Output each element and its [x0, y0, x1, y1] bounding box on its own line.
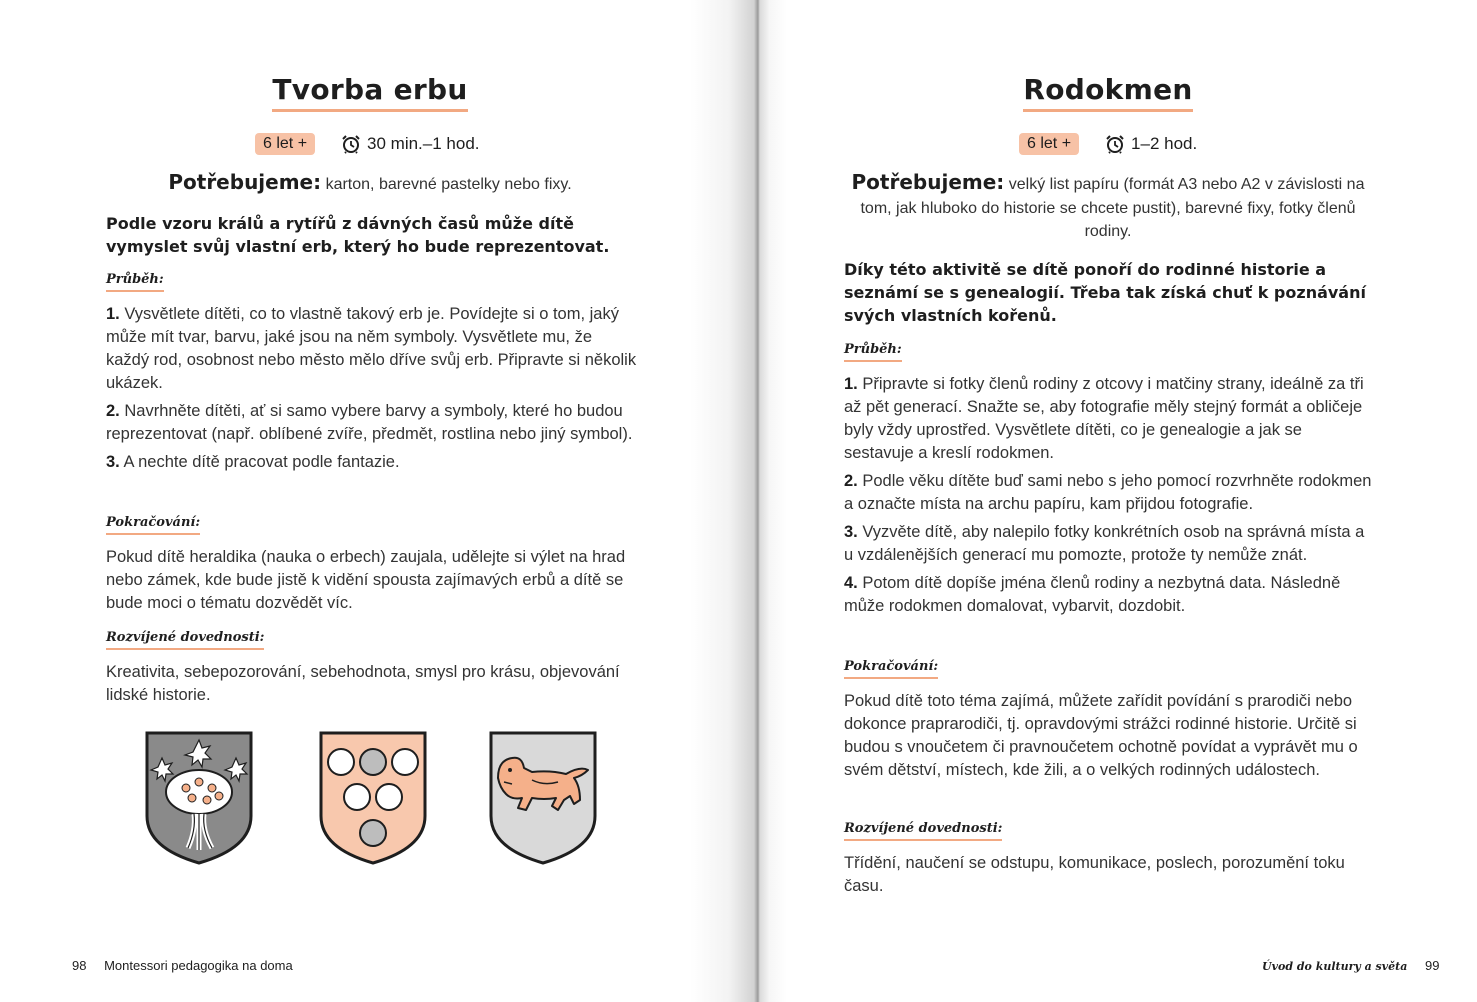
- page-footer-left: [72, 958, 293, 973]
- step-item: [844, 470, 1376, 516]
- lion-shield-icon: [488, 730, 598, 866]
- skills-text: Kreativita, sebepozorování, sebehodnota, smysl pro krásu, objevování lidské historie.: [106, 663, 620, 704]
- step-text: Vyzvěte dítě, aby nalepilo fotky konkrétních osob na správná místa a u vzdálenějších generací mu pomozte, protože ty nemůže znát.: [844, 523, 1365, 564]
- step-text: Potom dítě dopíše jména členů rodiny a nezbytná data. Následně může rodokmen domalovat, vybarvit, dozdobit.: [844, 574, 1341, 615]
- step-text: Připravte si fotky členů rodiny z otcovy i matčiny strany, ideálně za tři až pět generací. Snažte se, aby fotografie měly stejný formát a obličeje byly vždy uprostřed. Vysvětlete dítěti, co je genealogie a jak se sestavuje a kreslí rodokmen.: [844, 375, 1364, 462]
- section-label-continuation: [844, 659, 938, 679]
- step-item: [844, 373, 1376, 465]
- section-label-progress: [106, 272, 164, 292]
- step-number: 4.: [844, 574, 858, 592]
- needs-line: [106, 171, 634, 197]
- label-text: Rozvíjené dovednosti:: [106, 630, 264, 650]
- step-item: [844, 572, 1376, 618]
- page-title: [106, 72, 634, 112]
- label-text: Průběh:: [844, 342, 902, 362]
- steps-list: [844, 373, 1376, 623]
- step-number: 1.: [106, 305, 120, 323]
- continuation-text: Pokud dítě toto téma zajímá, můžete zařídit povídání s prarodiči nebo dokonce praprarodiči, tj. opravdovými strážci rodinné historie. Určitě si budou s vnoučetem či pravnoučetem ochotně povídat a vyprávět mu o svém dětství, místech, kde žili, a o velkých rodinných událostech.: [844, 692, 1358, 779]
- step-number: 3.: [106, 453, 120, 471]
- alarm-clock-icon: [341, 134, 361, 154]
- needs-line: [838, 171, 1378, 244]
- tree-shield-icon: [144, 730, 254, 866]
- step-item: [106, 303, 638, 395]
- needs-text: karton, barevné pastelky nebo fixy.: [325, 176, 572, 193]
- page-number: 99: [1424, 958, 1440, 973]
- label-text: Pokračování:: [106, 515, 200, 535]
- activity-meta: [1019, 133, 1197, 155]
- step-number: 2.: [106, 402, 120, 420]
- section-label-skills: [106, 630, 264, 650]
- label-text: Pokračování:: [844, 659, 938, 679]
- circles-shield-icon: [318, 730, 428, 866]
- step-text: Navrhněte dítěti, ať si samo vybere barvy a symboly, které ho budou reprezentovat (např. oblíbené zvíře, předmět, rostlina nebo jiný symbol).: [106, 402, 633, 443]
- step-number: 3.: [844, 523, 858, 541]
- page-footer-right: [1262, 958, 1439, 973]
- running-title: Montessori pedagogika na doma: [104, 958, 293, 973]
- duration-text: 1–2 hod.: [1131, 134, 1198, 153]
- alarm-clock-icon: [1105, 134, 1125, 154]
- step-item: [844, 521, 1376, 567]
- needs-label: Potřebujeme:: [851, 170, 1005, 194]
- step-text: Vysvětlete dítěti, co to vlastně takový erb je. Povídejte si o tom, jaký může mít tvar, barvu, jaké jsou na něm symboly. Vysvětlete mu, že každý rod, osobnost nebo město mělo dříve svůj erb. Připravte si několik ukázek.: [106, 305, 637, 392]
- page-number: 98: [72, 958, 87, 973]
- intro-text: Díky této aktivitě se dítě ponoří do rodinné historie a seznámí se s genealogií. Třeba tak získá chuť k poznávání svých vlastních kořenů.: [844, 260, 1366, 325]
- duration-text: 30 min.–1 hod.: [367, 134, 480, 153]
- section-label-progress: [844, 342, 902, 362]
- age-badge: 6 let +: [255, 133, 315, 155]
- section-label-continuation: [106, 515, 200, 535]
- intro-text: Podle vzoru králů a rytířů z dávných časů může dítě vymyslet svůj vlastní erb, který ho bude reprezentovat.: [106, 214, 610, 256]
- step-number: 2.: [844, 472, 858, 490]
- continuation-text: Pokud dítě heraldika (nauka o erbech) zaujala, udělejte si výlet na hrad nebo zámek, kde bude jistě k vidění spousta zajímavých erbů a dítě se bude moci o tématu dozvědět víc.: [106, 548, 626, 612]
- needs-text: velký list papíru (formát A3 nebo A2 v závislosti na tom, jak hluboko do historie se chcete pustit), barevné fixy, fotky členů rodiny.: [860, 176, 1365, 240]
- skills-text: Třídění, naučení se odstupu, komunikace, poslech, porozumění toku času.: [844, 854, 1345, 895]
- title-text: Rodokmen: [1023, 72, 1192, 112]
- step-text: Podle věku dítěte buď sami nebo s jeho pomocí rozvrhněte rodokmen a označte místa na archu papíru, kam přijdou fotografie.: [844, 472, 1372, 513]
- steps-list: [106, 303, 638, 479]
- label-text: Rozvíjené dovednosti:: [844, 821, 1002, 841]
- section-label-skills: [844, 821, 1002, 841]
- step-number: 1.: [844, 375, 858, 393]
- label-text: Průběh:: [106, 272, 164, 292]
- activity-meta: [255, 133, 480, 155]
- needs-label: Potřebujeme:: [168, 170, 322, 194]
- age-badge: 6 let +: [1019, 133, 1079, 155]
- book-gutter: [690, 0, 787, 1002]
- step-item: [106, 400, 638, 446]
- page-title: [844, 72, 1372, 112]
- running-title: Úvod do kultury a světa: [1262, 960, 1408, 973]
- title-text: Tvorba erbu: [272, 72, 467, 112]
- step-text: A nechte dítě pracovat podle fantazie.: [123, 453, 400, 471]
- step-item: [106, 451, 638, 474]
